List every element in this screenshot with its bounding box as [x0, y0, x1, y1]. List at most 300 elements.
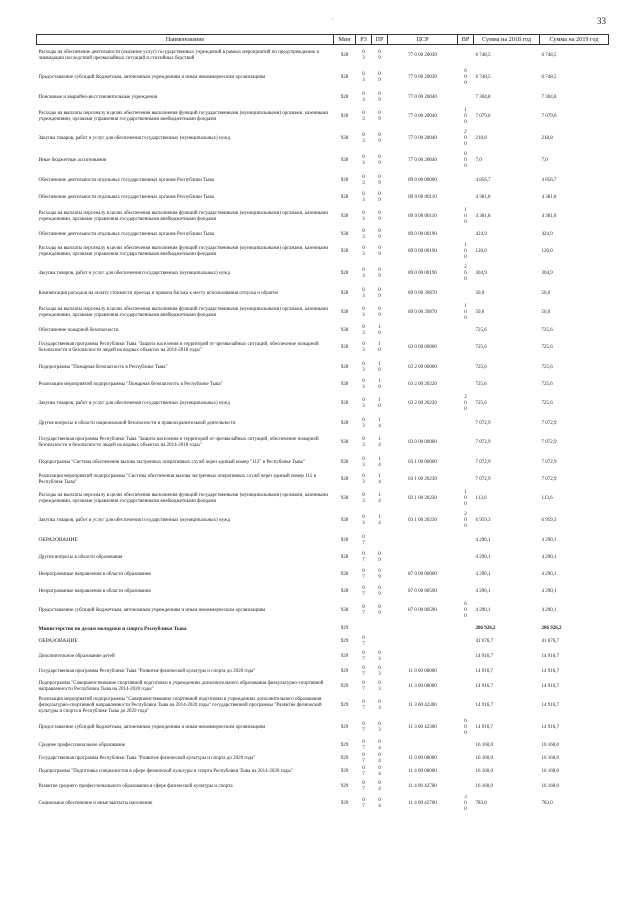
- cell-csr: 03 0 00 00000: [408, 440, 437, 446]
- cell-rz: 0 3: [362, 473, 365, 485]
- cell-name: Обеспечение пожарной безопасности: [38, 327, 119, 333]
- cell-csr: 03 2 00 20220: [408, 401, 437, 407]
- table-row: [37, 765, 609, 778]
- table-row: [37, 106, 609, 128]
- cell-csr: [388, 532, 458, 549]
- cell-sum-2018: 14 916,7: [475, 668, 493, 674]
- cell-pr: 0 3: [378, 700, 381, 712]
- table-row: [37, 393, 609, 415]
- cell-sum-2019: 725,6: [541, 345, 553, 351]
- cell-csr: 77 0 00 20040: [408, 114, 437, 120]
- cell-pr: 0 9: [378, 287, 381, 299]
- cell-rz: 0 7: [362, 665, 365, 677]
- cell-min: 928: [340, 381, 349, 387]
- cell-pr: 0 9: [378, 111, 381, 123]
- table-row: [37, 263, 609, 285]
- cell-name: Подпрограмма "Пожарная безопасность в Республике Тыва": [38, 364, 168, 370]
- cell-name: Реализация мероприятий подпрограммы "Пожарная безопасность в Республике Тыва": [38, 381, 223, 387]
- cell-csr: 03 0 00 00000: [408, 345, 437, 351]
- table-row: [37, 67, 609, 89]
- top-mark: ': [332, 18, 334, 24]
- table-row: [37, 635, 609, 648]
- cell-sum-2019: 16 160,0: [541, 742, 559, 748]
- cell-sum-2019: 4 290,1: [541, 571, 557, 577]
- table-row: [37, 45, 609, 68]
- cell-rz: 0 7: [362, 635, 365, 647]
- cell-name: Расходы на обеспечение деятельности (оказание услуг) государственных учреждений в рамках мероприятий по предупреждению и ликвидации последствий чрезвычайных ситуаций и стихийных бедствий: [38, 50, 320, 62]
- table-row: [37, 648, 609, 665]
- cell-vr: [458, 665, 474, 678]
- cell-vr: [458, 172, 474, 189]
- cell-sum-2018: 783,0: [475, 801, 487, 807]
- cell-sum-2018: 4 290,1: [475, 608, 491, 614]
- table-row: [37, 795, 609, 813]
- cell-csr: [388, 324, 458, 337]
- cell-sum-2018: 16 160,0: [475, 755, 493, 761]
- cell-sum-2019: 7 072,9: [541, 440, 557, 446]
- cell-pr: 0 4: [378, 765, 381, 777]
- cell-min: 928: [340, 214, 349, 220]
- cell-min: 929: [340, 638, 349, 644]
- table-row: [37, 359, 609, 376]
- cell-min: 928: [340, 53, 349, 59]
- cell-sum-2019: 4 290,1: [541, 554, 557, 560]
- cell-vr: [458, 45, 474, 68]
- cell-name: Реализация мероприятий подпрограммы "Система обеспечения вызова экстренных оперативных служб через единый номер 112 в Республике Тыва": [38, 473, 317, 485]
- cell-name: Расходы на выплаты персоналу в целях обеспечения выполнения функций государственными (муниципальными) органами, казенными учреждениями, органами управления государственными внебюджетными фондами: [38, 211, 329, 223]
- cell-pr: [372, 532, 388, 549]
- cell-vr: 8 0 0: [464, 152, 467, 170]
- cell-csr: 11 4 00 00000: [408, 768, 437, 774]
- cell-min: 928: [340, 496, 349, 502]
- cell-pr: 0 9: [378, 174, 381, 186]
- cell-rz: 0 3: [362, 111, 365, 123]
- cell-vr: [458, 532, 474, 549]
- cell-sum-2018: 16 160,0: [475, 768, 493, 774]
- cell-sum-2018: 725,6: [475, 381, 487, 387]
- cell-pr: 1 0: [378, 378, 381, 390]
- cell-sum-2018: 7 304,8: [475, 94, 491, 100]
- cell-min: 929: [340, 768, 349, 774]
- cell-vr: 2 0 0: [464, 395, 467, 413]
- cell-name: Предоставление субсидий бюджетным, автономным учреждениям и иным некоммерческим организациям: [38, 608, 266, 614]
- cell-sum-2018: 4 381,8: [475, 214, 491, 220]
- table-row: [37, 89, 609, 106]
- cell-pr: 0 9: [378, 307, 381, 319]
- cell-csr: 11 3 00 42300: [408, 703, 437, 709]
- cell-min: 929: [340, 668, 349, 674]
- table-row: [37, 488, 609, 510]
- col-header-min: Мин: [334, 35, 356, 45]
- cell-sum-2018: 7 079,6: [475, 114, 491, 120]
- cell-csr: 89 0 00 00000: [408, 177, 437, 183]
- page-number: 33: [597, 16, 606, 26]
- cell-sum-2019: 14 916,7: [541, 668, 559, 674]
- cell-name: Непрограммные направления в области образования: [38, 588, 151, 594]
- cell-pr: [372, 635, 388, 648]
- cell-csr: 77 0 00 20030: [408, 75, 437, 81]
- cell-rz: 0 3: [362, 246, 365, 258]
- cell-min: 928: [340, 158, 349, 164]
- cell-vr: 6 0 0: [464, 719, 467, 737]
- cell-name: Реализация мероприятий подпрограммы "Совершенствование спортивной подготовки в учреждениях дополнительного образования физкультурно-спортивной направленности Республики Тыва на 2014-2020 годы" государственной программы "Развитие физической культуры и спорта в Республике Тыва до 2020 года": [38, 697, 322, 715]
- cell-sum-2018: 14 916,7: [475, 725, 493, 731]
- table-row: [37, 678, 609, 695]
- cell-min: 928: [340, 310, 349, 316]
- cell-rz: 0 3: [362, 211, 365, 223]
- cell-sum-2018: 725,6: [475, 364, 487, 370]
- cell-pr: 0 9: [378, 72, 381, 84]
- cell-csr: [388, 739, 458, 752]
- cell-pr: 0 9: [378, 585, 381, 597]
- cell-vr: [458, 678, 474, 695]
- cell-sum-2018: 4 290,1: [475, 537, 491, 543]
- cell-min: 929: [340, 801, 349, 807]
- cell-vr: [458, 752, 474, 765]
- cell-sum-2019: 7 072,9: [541, 420, 557, 426]
- cell-name: Компенсация расходов на оплату стоимости проезда и провоза багажа к месту использования отпуска и обратно: [38, 290, 279, 296]
- cell-rz: 0 7: [362, 722, 365, 734]
- col-header-csr: ЦСР: [388, 35, 458, 45]
- cell-min: 928: [340, 608, 349, 614]
- cell-sum-2018: 16 160,0: [475, 742, 493, 748]
- cell-name: Социальное обеспечение и иные выплаты населению: [38, 801, 153, 807]
- table-row: [37, 241, 609, 263]
- cell-rz: 0 7: [362, 585, 365, 597]
- cell-min: 928: [340, 440, 349, 446]
- cell-sum-2018: 6 748,5: [475, 75, 491, 81]
- cell-csr: [388, 648, 458, 665]
- cell-sum-2019: 16 160,0: [541, 768, 559, 774]
- cell-pr: 0 9: [378, 228, 381, 240]
- cell-pr: 1 0: [378, 361, 381, 373]
- cell-name: Другие вопросы в области национальной безопасности и правоохранительной деятельности: [38, 420, 236, 426]
- cell-name: Расходы на выплаты персоналу в целях обеспечения выполнения функций государственными (муниципальными) органами, казенными учреждениями, органами управления государственными внебюджетными фондами: [38, 111, 329, 123]
- cell-pr: 0 3: [378, 680, 381, 692]
- cell-name: Развитие среднего профессионального образования в сфере физической культуры и спорта: [38, 783, 233, 789]
- cell-pr: 0 3: [378, 665, 381, 677]
- table-row: [37, 739, 609, 752]
- cell-sum-2019: 7 072,9: [541, 476, 557, 482]
- cell-vr: [458, 376, 474, 393]
- cell-min: 928: [340, 75, 349, 81]
- cell-pr: 0 3: [378, 650, 381, 662]
- cell-min: 929: [340, 683, 349, 689]
- cell-sum-2019: 424,9: [541, 231, 553, 237]
- cell-csr: 11 0 00 00000: [408, 755, 437, 761]
- table-row: [37, 337, 609, 359]
- cell-sum-2018: 50,0: [475, 310, 485, 316]
- cell-sum-2019: 14 916,7: [541, 683, 559, 689]
- cell-name: Закупка товаров, работ и услуг для обеспечения государственных (муниципальных) нужд: [38, 271, 231, 277]
- cell-csr: 77 0 00 20040: [408, 136, 437, 142]
- cell-rz: 0 3: [362, 268, 365, 280]
- cell-vr: [458, 415, 474, 432]
- cell-vr: 2 0 0: [464, 512, 467, 530]
- cell-pr: 0 9: [378, 551, 381, 563]
- cell-sum-2018: 7 072,9: [475, 459, 491, 465]
- cell-csr: [388, 549, 458, 566]
- cell-sum-2019: 7 304,8: [541, 94, 557, 100]
- table-body: [37, 45, 609, 813]
- cell-sum-2019: 113,6: [541, 496, 553, 502]
- cell-sum-2018: 7 072,9: [475, 476, 491, 482]
- cell-pr: 0 4: [378, 780, 381, 792]
- cell-rz: 0 7: [362, 700, 365, 712]
- cell-min: 928: [340, 554, 349, 560]
- cell-rz: 0 3: [362, 398, 365, 410]
- cell-sum-2018: 725,6: [475, 327, 487, 333]
- cell-sum-2018: 120,0: [475, 249, 487, 255]
- cell-pr: 0 9: [378, 268, 381, 280]
- cell-min: 929: [340, 755, 349, 761]
- cell-csr: 11 3 00 42300: [408, 725, 437, 731]
- table-row: [37, 172, 609, 189]
- col-header-vr: ВР: [458, 35, 474, 45]
- cell-sum-2019: 14 916,7: [541, 703, 559, 709]
- cell-sum-2019: 6 959,3: [541, 518, 557, 524]
- cell-rz: 0 7: [362, 605, 365, 617]
- cell-sum-2019: 725,6: [541, 401, 553, 407]
- cell-name: Обеспечение деятельности отдельных государственных органов Республики Тыва: [38, 194, 214, 200]
- cell-vr: [458, 695, 474, 717]
- cell-vr: [458, 285, 474, 302]
- cell-name: Подпрограмма "Система обеспечения вызова экстренных оперативных служб через единый номер "112" в Республике Тыва": [38, 459, 305, 465]
- cell-rz: 0 3: [362, 493, 365, 505]
- cell-min: 928: [340, 571, 349, 577]
- cell-vr: [458, 454, 474, 471]
- cell-name: Другие вопросы в области образования: [38, 554, 123, 560]
- cell-vr: [458, 778, 474, 795]
- cell-min: 929: [340, 742, 349, 748]
- cell-vr: [458, 432, 474, 454]
- table-row: [37, 665, 609, 678]
- table-row: [37, 778, 609, 795]
- cell-csr: 11 4 00 42700: [408, 783, 437, 789]
- cell-sum-2018: 4 290,1: [475, 571, 491, 577]
- cell-vr: 6 0 0: [464, 602, 467, 620]
- table-header-row: [37, 35, 609, 45]
- cell-csr: 89 0 00 39870: [408, 310, 437, 316]
- cell-vr: [458, 566, 474, 583]
- cell-vr: [458, 549, 474, 566]
- cell-sum-2018: 7 072,9: [475, 420, 491, 426]
- cell-rz: 0 3: [362, 72, 365, 84]
- cell-rz: 0 3: [362, 155, 365, 167]
- cell-rz: 0 3: [362, 287, 365, 299]
- cell-vr: 1 0 0: [464, 108, 467, 126]
- cell-csr: [388, 635, 458, 648]
- cell-name: Государственная программа Республики Тыва "Развитие физической культуры и спорта до 2020 года": [38, 755, 256, 761]
- cell-csr: [388, 622, 458, 635]
- cell-rz: 0 3: [362, 378, 365, 390]
- table-row: [37, 583, 609, 600]
- cell-sum-2019: 7 079,6: [541, 114, 557, 120]
- cell-name: Предоставление субсидий бюджетным, автономным учреждениям и иным некоммерческим организациям: [38, 75, 266, 81]
- table-row: [37, 566, 609, 583]
- cell-csr: 03 1 00 20230: [408, 496, 437, 502]
- cell-vr: 2 0 0: [464, 130, 467, 148]
- cell-sum-2018: 725,6: [475, 401, 487, 407]
- cell-pr: 0 3: [378, 722, 381, 734]
- cell-pr: 1 4: [378, 456, 381, 468]
- cell-vr: 6 0 0: [464, 69, 467, 87]
- cell-pr: 0 9: [378, 605, 381, 617]
- cell-rz: 0 7: [362, 752, 365, 764]
- cell-sum-2018: 14 916,7: [475, 653, 493, 659]
- cell-sum-2018: 218,8: [475, 136, 487, 142]
- cell-csr: 87 0 00 00590: [408, 588, 437, 594]
- cell-pr: 0 9: [378, 91, 381, 103]
- cell-sum-2019: 7 072,9: [541, 459, 557, 465]
- cell-min: 928: [340, 94, 349, 100]
- cell-sum-2019: 783,0: [541, 801, 553, 807]
- col-header-rz: РЗ: [356, 35, 372, 45]
- cell-rz: 0 7: [362, 798, 365, 809]
- cell-vr: [458, 648, 474, 665]
- cell-rz: 0 3: [362, 361, 365, 373]
- cell-min: 928: [340, 420, 349, 426]
- cell-vr: 1 0 0: [464, 490, 467, 508]
- cell-sum-2019: 14 916,7: [541, 653, 559, 659]
- cell-sum-2018: 304,9: [475, 271, 487, 277]
- cell-sum-2018: 7 072,9: [475, 440, 491, 446]
- table-row: [37, 376, 609, 393]
- cell-min: 929: [340, 725, 349, 731]
- cell-min: 928: [340, 401, 349, 407]
- cell-vr: 1 0 0: [464, 304, 467, 322]
- cell-csr: 77 0 00 20030: [408, 53, 437, 59]
- col-header-name: Наименование: [37, 35, 334, 45]
- cell-sum-2019: 41 676,7: [541, 638, 559, 644]
- cell-csr: 11 0 00 00000: [408, 668, 437, 674]
- cell-name: Закупка товаров, работ и услуг для обеспечения государственных (муниципальных) нужд: [38, 136, 231, 142]
- cell-sum-2018: 4 290,1: [475, 588, 491, 594]
- cell-sum-2019: 4 856,7: [541, 177, 557, 183]
- cell-name: ОБРАЗОВАНИЕ: [38, 638, 78, 645]
- table-row: [37, 324, 609, 337]
- cell-rz: 0 3: [362, 133, 365, 145]
- budget-table: [36, 34, 609, 813]
- cell-sum-2018: 14 916,7: [475, 703, 493, 709]
- cell-vr: 1 0 0: [464, 208, 467, 226]
- cell-min: 928: [340, 271, 349, 277]
- cell-pr: [372, 622, 388, 635]
- cell-vr: 3 0 0: [464, 795, 467, 812]
- cell-rz: 0 7: [362, 568, 365, 580]
- cell-csr: 11 3 00 00000: [408, 683, 437, 689]
- cell-min: 928: [340, 476, 349, 482]
- table-row: [37, 695, 609, 717]
- cell-csr: 03 1 00 20230: [408, 476, 437, 482]
- cell-min: 928: [340, 518, 349, 524]
- cell-csr: 89 0 00 00190: [408, 271, 437, 277]
- cell-pr: 0 9: [378, 568, 381, 580]
- cell-min: 929: [340, 783, 349, 789]
- cell-rz: 0 3: [362, 191, 365, 203]
- cell-rz: 0 3: [362, 515, 365, 527]
- cell-pr: 1 4: [378, 515, 381, 527]
- cell-rz: 0 3: [362, 91, 365, 103]
- table-row: [37, 717, 609, 739]
- cell-min: 929: [340, 653, 349, 659]
- table-row: [37, 471, 609, 488]
- col-header-sum-2018: Сумма на 2018 год: [474, 35, 540, 45]
- cell-rz: 0 3: [362, 174, 365, 186]
- cell-pr: 0 9: [378, 50, 381, 62]
- cell-name: Поисковые и аварийно-восстановительные учреждения: [38, 94, 158, 100]
- cell-rz: 0 7: [362, 780, 365, 792]
- cell-csr: 89 0 00 39870: [408, 290, 437, 296]
- cell-vr: [458, 739, 474, 752]
- cell-sum-2018: 4 856,7: [475, 177, 491, 183]
- cell-name: Среднее профессиональное образование: [38, 742, 125, 748]
- cell-pr: 0 9: [378, 133, 381, 145]
- cell-name: Государственная программа Республики Тыва "Развитие физической культуры и спорта до 2020 года": [38, 668, 256, 674]
- cell-name: Дополнительное образование детей: [38, 653, 115, 659]
- table-row: [37, 285, 609, 302]
- cell-sum-2018: 113,6: [475, 496, 487, 502]
- cell-sum-2019: 7,0: [541, 158, 548, 164]
- cell-min: 928: [340, 290, 349, 296]
- cell-sum-2019: 14 916,7: [541, 725, 559, 731]
- cell-sum-2019: 6 748,5: [541, 53, 557, 59]
- cell-csr: [388, 415, 458, 432]
- cell-csr: 03 1 00 20230: [408, 518, 437, 524]
- cell-rz: 0 7: [362, 534, 365, 546]
- cell-vr: [458, 324, 474, 337]
- col-header-pr: ПР: [372, 35, 388, 45]
- cell-csr: 89 0 00 00110: [408, 214, 437, 220]
- cell-rz: 0 3: [362, 307, 365, 319]
- cell-min: 928: [340, 114, 349, 120]
- cell-pr: 1 4: [378, 473, 381, 485]
- cell-sum-2019: 6 748,5: [541, 75, 557, 81]
- cell-pr: 0 9: [378, 211, 381, 223]
- cell-name: ОБРАЗОВАНИЕ: [38, 537, 78, 544]
- cell-sum-2019: 725,6: [541, 364, 553, 370]
- cell-sum-2018: 424,9: [475, 231, 487, 237]
- cell-csr: 03 1 00 00000: [408, 459, 437, 465]
- cell-pr: 0 9: [378, 155, 381, 167]
- table-row: [37, 189, 609, 206]
- cell-sum-2018: 4 381,8: [475, 194, 491, 200]
- table-row: [37, 510, 609, 532]
- cell-pr: 0 4: [378, 739, 381, 751]
- table-row: [37, 752, 609, 765]
- cell-sum-2018: 6 748,5: [475, 53, 491, 59]
- cell-csr: 77 0 00 20040: [408, 94, 437, 100]
- cell-sum-2019: 725,6: [541, 381, 553, 387]
- cell-rz: 0 7: [362, 765, 365, 777]
- table-row: [37, 454, 609, 471]
- cell-rz: 0 3: [362, 50, 365, 62]
- cell-vr: [458, 471, 474, 488]
- cell-sum-2019: 4 381,8: [541, 214, 557, 220]
- cell-sum-2018: 725,6: [475, 345, 487, 351]
- cell-csr: 89 0 00 00190: [408, 231, 437, 237]
- cell-rz: 0 3: [362, 437, 365, 449]
- cell-min: 928: [340, 136, 349, 142]
- cell-rz: 0 7: [362, 551, 365, 563]
- cell-csr: 87 0 00 00000: [408, 571, 437, 577]
- cell-sum-2019: 4 290,1: [541, 588, 557, 594]
- cell-pr: 0 9: [378, 246, 381, 258]
- cell-pr: 1 0: [378, 342, 381, 354]
- table-row: [37, 622, 609, 635]
- cell-sum-2019: 218,8: [541, 136, 553, 142]
- cell-csr: 03 2 00 00000: [408, 364, 437, 370]
